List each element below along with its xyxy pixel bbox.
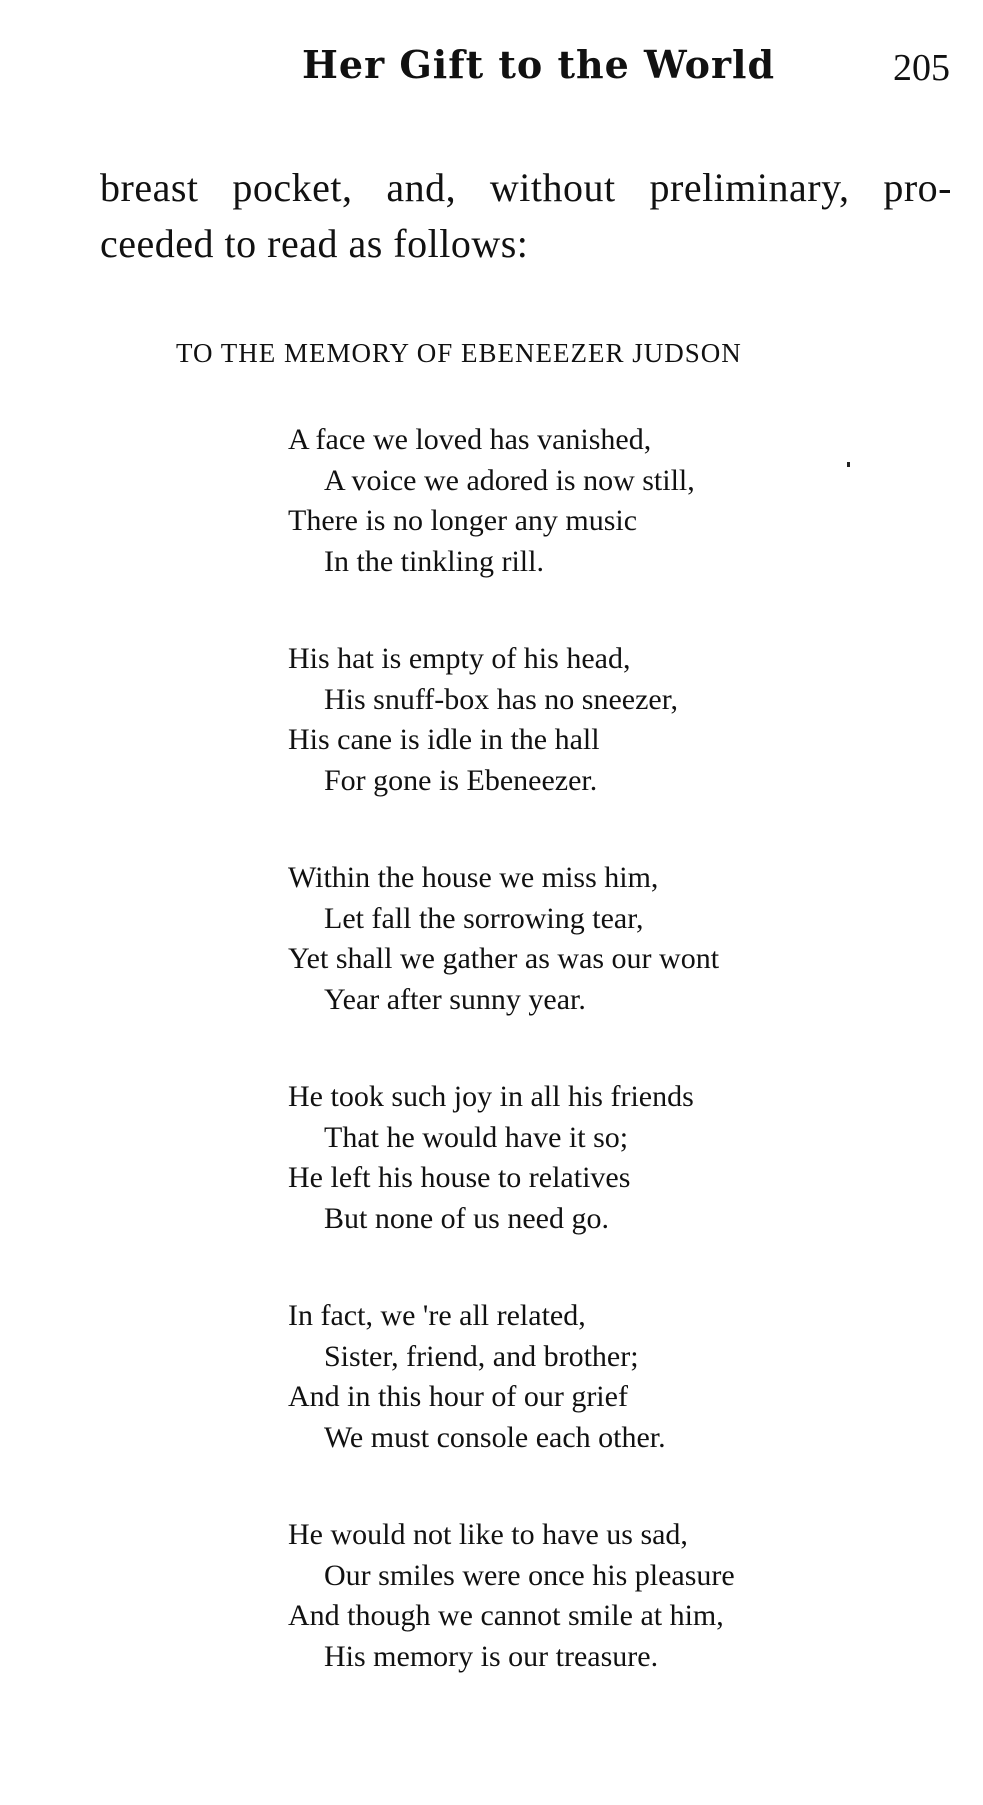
poem-line: In the tinkling rill. xyxy=(324,544,544,578)
prose-paragraph xyxy=(100,160,952,272)
poem-line: A voice we adored is now still, xyxy=(324,463,695,497)
poem-line: A face we loved has vanished, xyxy=(288,423,652,456)
poem-line: Let fall the sorrowing tear, xyxy=(324,901,644,935)
stanza xyxy=(288,1296,888,1458)
poem-line: His hat is empty of his head, xyxy=(288,642,631,675)
poem-line: In fact, we 're all related, xyxy=(288,1299,586,1332)
stanza xyxy=(288,1515,888,1677)
poem-line: His snuff-box has no sneezer, xyxy=(324,682,678,716)
stanza xyxy=(288,858,888,1020)
poem-line: Sister, friend, and brother; xyxy=(324,1339,639,1373)
poem-title: TO THE MEMORY OF EBENEEZER JUDSON xyxy=(176,338,742,368)
poem-line: Within the house we miss him, xyxy=(288,861,659,894)
poem-line: And in this hour of our grief xyxy=(288,1380,628,1413)
poem-line: He would not like to have us sad, xyxy=(288,1518,688,1551)
prose-line: ceeded to read as follows: xyxy=(100,221,529,266)
poem-line: That he would have it so; xyxy=(324,1120,629,1154)
poem-line: For gone is Ebeneezer. xyxy=(324,763,598,797)
poem-line: His memory is our treasure. xyxy=(324,1639,659,1673)
prose-line: breast pocket, and, without preliminary, pro- xyxy=(100,165,952,210)
poem-line: Year after sunny year. xyxy=(324,982,586,1016)
page-number: 205 xyxy=(893,47,950,89)
running-title: Her Gift to the World xyxy=(302,42,776,87)
stanza xyxy=(288,420,888,582)
stanza xyxy=(288,639,888,801)
poem-body xyxy=(288,420,888,1734)
poem-line: There is no longer any music xyxy=(288,504,638,537)
stanza xyxy=(288,1077,888,1239)
poem-line: He left his house to relatives xyxy=(288,1161,631,1194)
poem-line: Our smiles were once his pleasure xyxy=(324,1558,735,1592)
poem-line: But none of us need go. xyxy=(324,1201,609,1235)
poem-line: Yet shall we gather as was our wont xyxy=(288,942,720,975)
poem-line: And though we cannot smile at him, xyxy=(288,1599,724,1632)
page-header xyxy=(0,38,983,98)
poem-line: We must console each other. xyxy=(324,1420,666,1454)
poem-line: He took such joy in all his friends xyxy=(288,1080,694,1113)
poem-line: His cane is idle in the hall xyxy=(288,723,600,756)
